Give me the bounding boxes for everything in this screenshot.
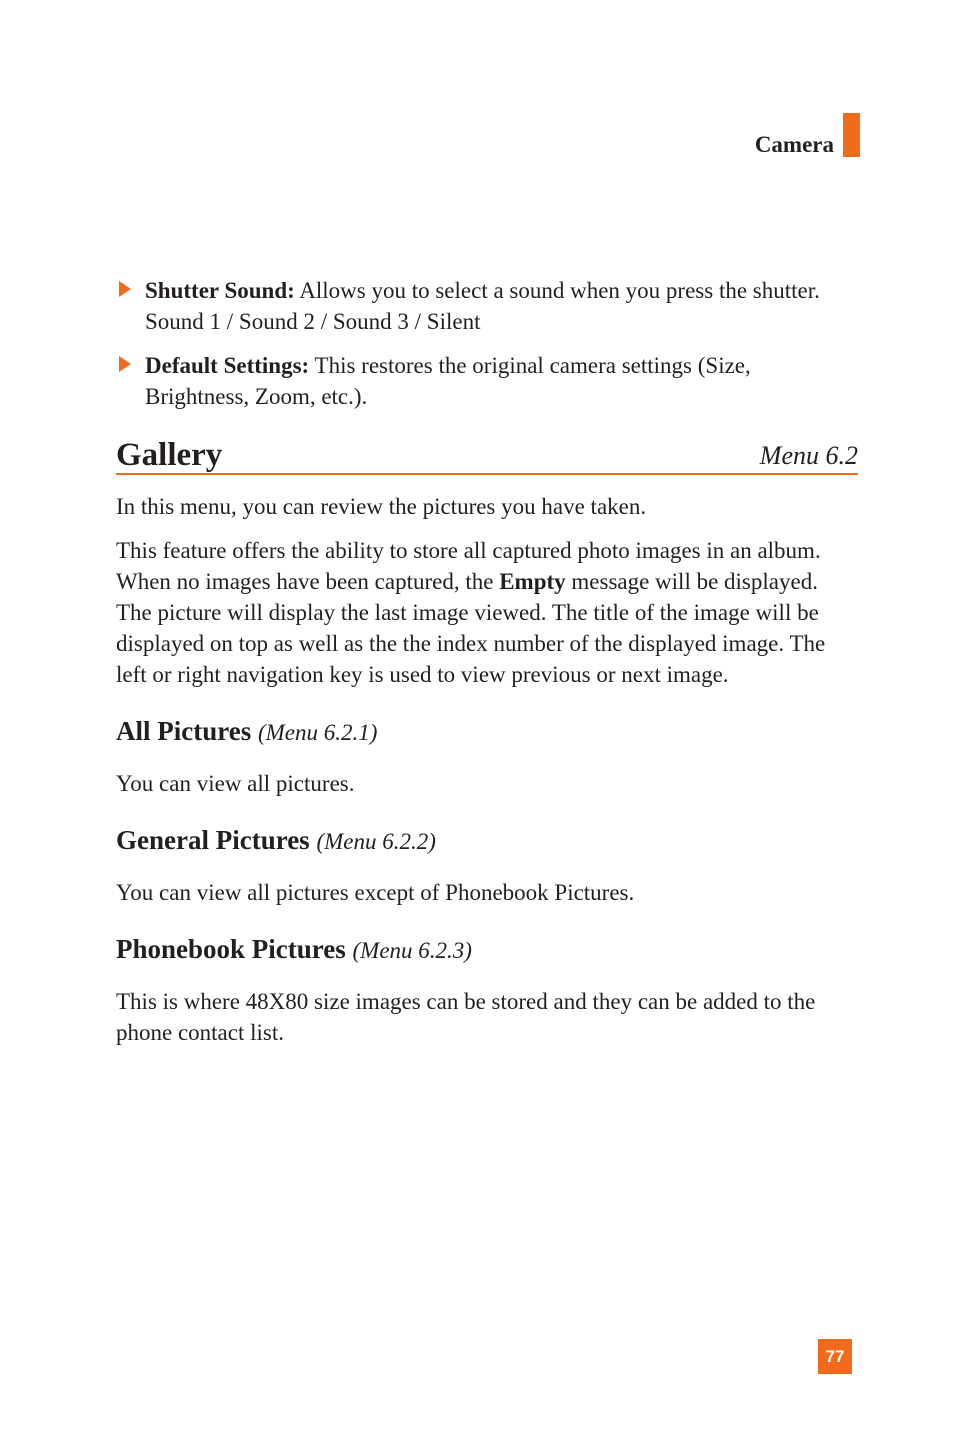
bullet-text: [145, 275, 858, 306]
bullet-arrow-icon: [119, 281, 131, 297]
bullet-description: Allows you to select a sound when you press the shutter.: [294, 278, 820, 303]
body-bold-term: Empty: [499, 569, 566, 594]
bullet-label: Shutter Sound:: [145, 278, 295, 303]
subsection-text: This is where 48X80 size images can be stored and they can be added to the phone contact list.: [116, 989, 816, 1045]
bullet-shutter-sound: [116, 275, 858, 337]
chapter-tab-marker: [843, 113, 860, 157]
subsection-heading-phonebook-pictures: [116, 932, 858, 968]
section-intro: In this menu, you can review the pictures you have taken.: [116, 494, 647, 519]
chapter-title: Camera: [754, 132, 834, 157]
subsection-title: General Pictures: [116, 825, 310, 855]
subsection-text: You can view all pictures.: [116, 771, 355, 796]
subsection-heading-general-pictures: [116, 823, 858, 859]
bullet-default-settings: [116, 350, 858, 412]
subsection-menu-number: (Menu 6.2.2): [316, 829, 436, 854]
page-content: [116, 275, 858, 1048]
subsection-menu-number: (Menu 6.2.1): [257, 720, 378, 745]
subsection-text: You can view all pictures except of Phonebook Pictures.: [116, 880, 635, 905]
section-heading: [116, 438, 858, 475]
bullet-arrow-icon: [119, 356, 131, 372]
section-menu-number: Menu 6.2: [759, 441, 858, 470]
subsection-title: Phonebook Pictures: [116, 934, 346, 964]
body-text: This feature offers the ability to store all captured photo images in an album. When no images have been captured, the: [116, 538, 821, 594]
bullet-description: This restores the original camera settings (Size, Brightness, Zoom, etc.).: [145, 353, 751, 409]
body-text: message will be displayed. The picture will display the last image viewed. The title of the image will be displayed on top as well as the the index number of the displayed image. The left or right navigation key is used to view previous or next image.: [116, 569, 826, 687]
bullet-label: Default Settings:: [145, 353, 310, 378]
page-number: 77: [818, 1339, 852, 1374]
subsection-title: All Pictures: [116, 716, 252, 746]
page-header: [755, 113, 860, 157]
subsection-menu-number: (Menu 6.2.3): [352, 938, 472, 963]
section-body: [116, 535, 858, 690]
subsection-heading-all-pictures: [116, 714, 858, 750]
bullet-text: [145, 350, 858, 412]
bullet-options: Sound 1 / Sound 2 / Sound 3 / Silent: [145, 309, 481, 334]
section-title: Gallery: [116, 437, 223, 473]
